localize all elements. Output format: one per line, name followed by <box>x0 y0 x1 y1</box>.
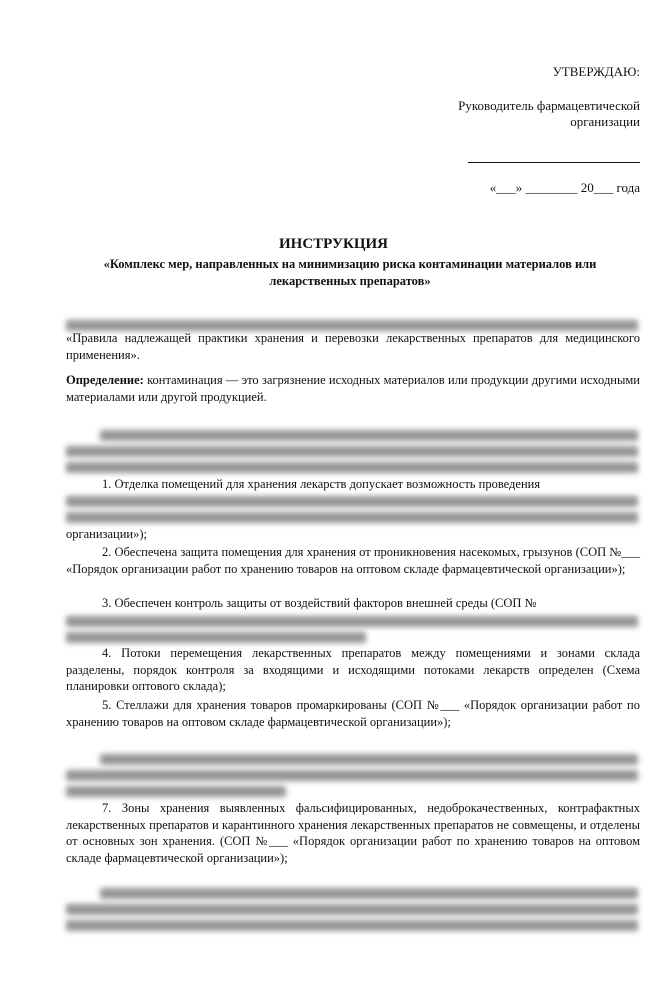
item-3: 3. Обеспечен контроль защиты от воздействий факторов внешней среды (СОП № <box>102 596 537 610</box>
item-1: 1. Отделка помещений для хранения лекарств допускает возможность проведения <box>102 477 541 491</box>
approval-title: УТВЕРЖДАЮ: <box>552 64 640 79</box>
blurred-line <box>66 462 638 473</box>
document-title: ИНСТРУКЦИЯ <box>278 236 388 252</box>
item-5: 5. Стеллажи для хранения товаров промаркированы (СОП №___ «Порядок организации работ по хранению товаров на оптовом складе фармацевтической организации»); <box>66 698 640 729</box>
blurred-line <box>100 888 638 899</box>
intro-rules: «Правила надлежащей практики хранения и перевозки лекарственных препаратов для медицинского применения». <box>66 331 640 362</box>
item-7: 7. Зоны хранения выявленных фальсифицированных, недоброкачественных, контрафактных лекарственных препаратов и карантинного хранения лекарственных препаратов не совмещены, и отделены от основных зон хранения. (СОП №___ «Порядок организации работ по хранению товаров на оптовом складе фармацевтической организации»); <box>66 801 640 865</box>
approval-date: «___» ________ 20___ года <box>489 180 640 195</box>
item-1-tail: организации»); <box>66 527 147 541</box>
blurred-line <box>66 496 638 507</box>
blurred-line <box>66 616 638 627</box>
blurred-line <box>100 754 638 765</box>
blurred-line <box>66 512 638 523</box>
blurred-line <box>66 770 638 781</box>
item-2: 2. Обеспечена защита помещения для хранения от проникновения насекомых, грызунов (СОП №___ «Порядок организации работ по хранению товаров на оптовом складе фармацевтической организации»); <box>66 545 640 576</box>
blurred-line <box>66 904 638 915</box>
document-subtitle: «Комплекс мер, направленных на минимизацию риска контаминации материалов или лекарственных препаратов» <box>103 257 597 288</box>
blurred-line <box>66 786 286 797</box>
definition-paragraph <box>66 372 640 405</box>
signature-line <box>468 150 640 163</box>
definition-label: Определение: <box>66 373 144 387</box>
blurred-line <box>100 430 638 441</box>
item-4: 4. Потоки перемещения лекарственных препаратов между помещениями и зонами склада разделены, порядок контроля за входящими и исходящими потоками лекарств определен (Схема планировки оптового склада); <box>66 646 640 693</box>
blurred-line <box>66 920 638 931</box>
definition-text: контаминация — это загрязнение исходных материалов или продукции другими исходными материалами или другой продукцией. <box>66 373 640 404</box>
blurred-line <box>66 446 638 457</box>
approval-role: Руководитель фармацевтической организации <box>458 98 640 129</box>
blurred-line <box>66 632 366 643</box>
